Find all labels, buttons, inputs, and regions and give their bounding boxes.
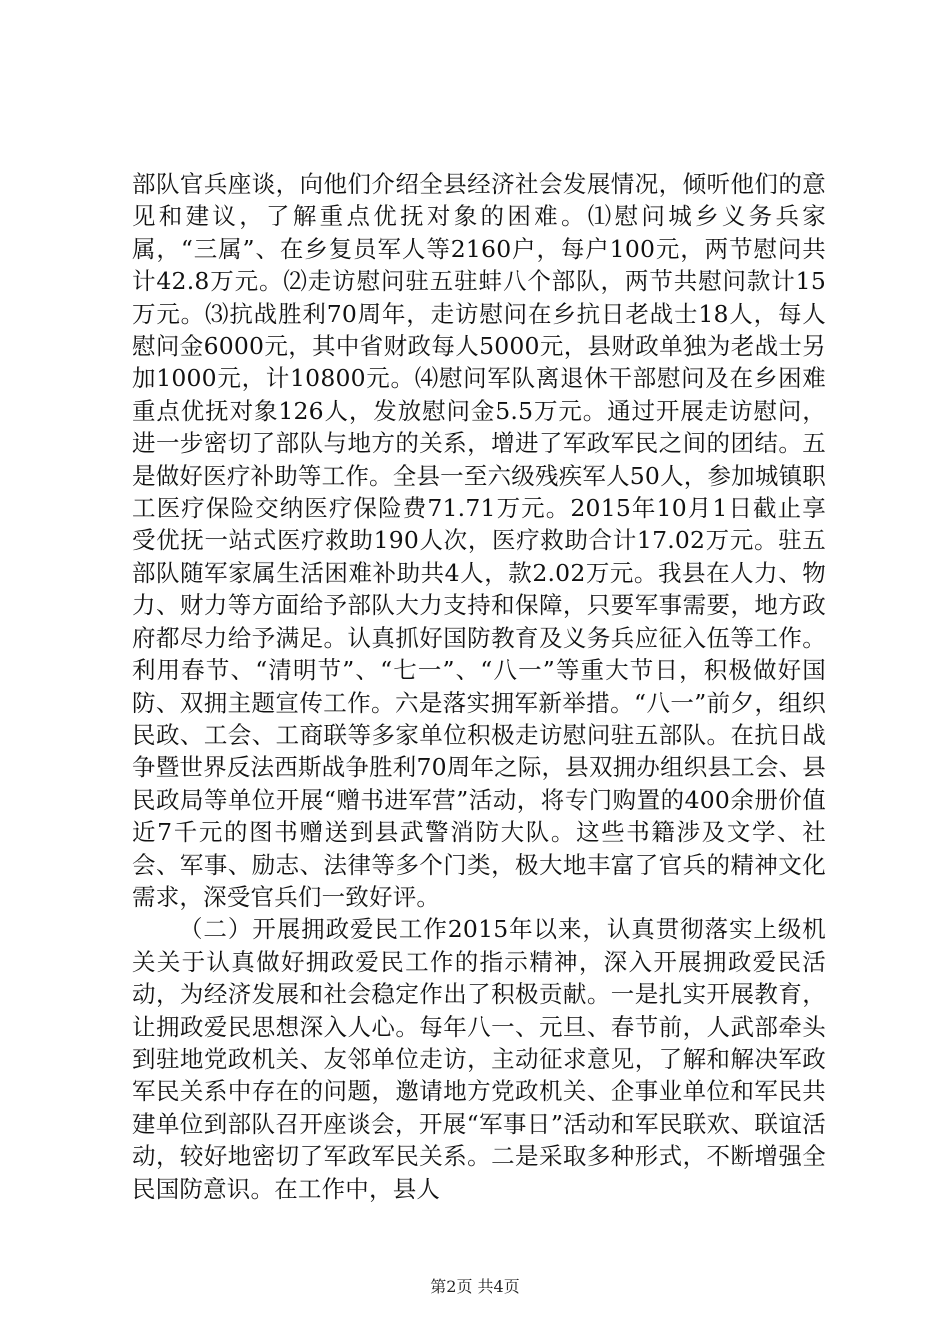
body-text — [132, 168, 826, 1205]
paragraph-2: （二）开展拥政爱民工作2015年以来，认真贯彻落实上级机关关于认真做好拥政爱民工作的指示精神，深入开展拥政爱民活动，为经济发展和社会稳定作出了积极贡献。一是扎实开展教育，让拥政爱民思想深入人心。每年八一、元旦、春节前，人武部牵头到驻地党政机关、友邻单位走访，主动征求意见，了解和解决军政军民关系中存在的问题，邀请地方党政机关、企事业单位和军民共建单位到部队召开座谈会，开展“军事日”活动和军民联欢、联谊活动，较好地密切了军政军民关系。二是采取多种形式，不断增强全民国防意识。在工作中，县人 — [132, 915, 826, 1203]
page-footer: 第2页 共4页 — [430, 1277, 520, 1296]
paragraph-1: 部队官兵座谈，向他们介绍全县经济社会发展情况，倾听他们的意见和建议，了解重点优抚对象的困难。⑴慰问城乡义务兵家属，“三属”、在乡复员军人等2160户，每户100元，两节慰问共计42.8万元。⑵走访慰问驻五驻蚌八个部队，两节共慰问款计15万元。⑶抗战胜利70周年，走访慰问在乡抗日老战士18人，每人慰问金6000元，其中省财政每人5000元，县财政单独为老战士另加1000元，计10800元。⑷慰问军队离退休干部慰问及在乡困难重点优抚对象126人，发放慰问金5.5万元。通过开展走访慰问，进一步密切了部队与地方的关系，增进了军政军民之间的团结。五是做好医疗补助等工作。全县一至六级残疾军人50人，参加城镇职工医疗保险交纳医疗保险费71.71万元。2015年10月1日截止享受优抚一站式医疗救助190人次，医疗救助合计17.02万元。驻五部队随军家属生活困难补助共4人，款2.02万元。我县在人力、物力、财力等方面给予部队大力支持和保障，只要军事需要，地方政府都尽力给予满足。认真抓好国防教育及义务兵应征入伍等工作。利用春节、“清明节”、“七一”、“八一”等重大节日，积极做好国防、双拥主题宣传工作。六是落实拥军新举措。“八一”前夕，组织民政、工会、工商联等多家单位积极走访慰问驻五部队。在抗日战争暨世界反法西斯战争胜利70周年之际，县双拥办组织县工会、县民政局等单位开展“赠书进军营”活动，将专门购置的400余册价值近7千元的图书赠送到县武警消防大队。这些书籍涉及文学、社会、军事、励志、法律等多个门类，极大地丰富了官兵的精神文化需求，深受官兵们一致好评。 — [132, 170, 826, 911]
